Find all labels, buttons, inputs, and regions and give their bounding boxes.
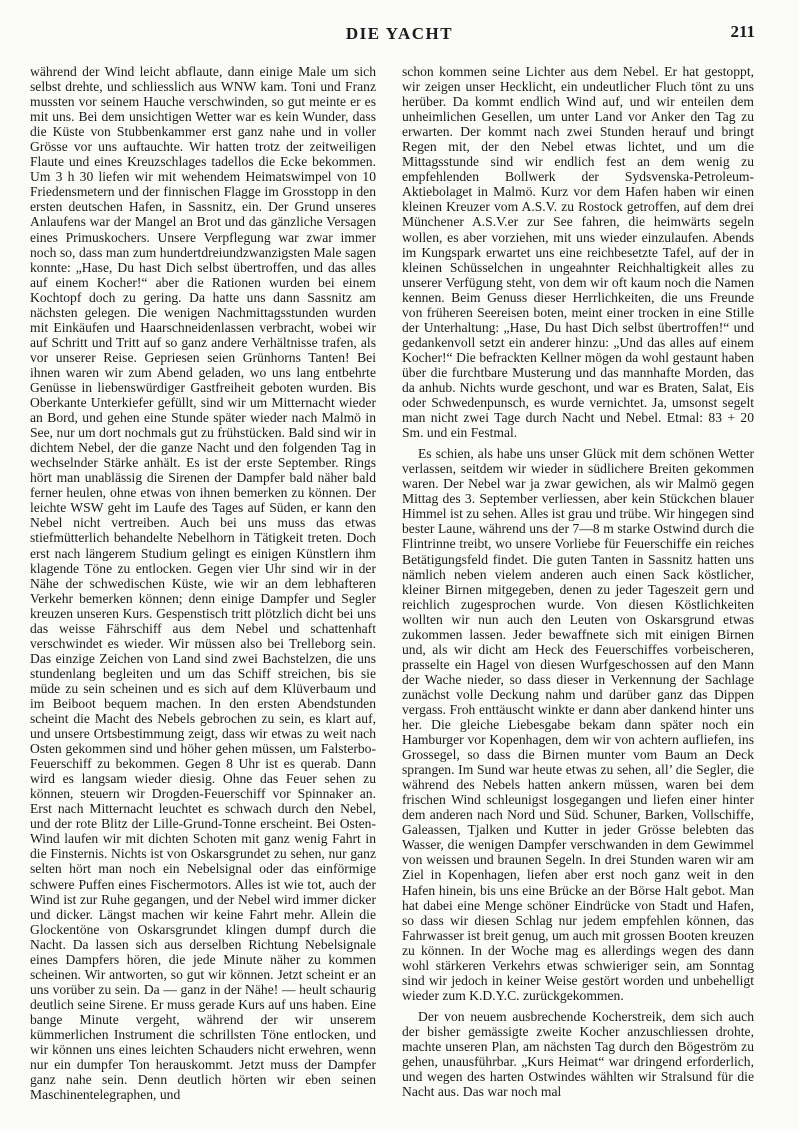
running-title: DIE YACHT [345,24,454,43]
paragraph: schon kommen seine Lichter aus dem Nebel. Er hat gestoppt, wir zeigen unser Hecklicht, ein undeutlicher Fluch tönt zu uns herüber. Da kommt endlich Wind auf, und wir enteilen dem unheimlichen Gesellen, um unter Land vor Anker den Tag zu erwarten. Der kommt nach zwei Stunden herauf und bringt Regen mit, der den Nebel etwas lichtet, und um die Mittagsstunde sind wir endlich fest an dem wenig zu empfehlenden Bollwerk der Sydsvenska-Petroleum-Aktiebolaget in Malmö. Kurz vor dem Hafen haben wir einen kleinen Kreuzer vom A.S.V. zu Rostock getroffen, auf dem drei Münchener A.S.V.er zur See fahren, die heimwärts segeln wollen, es aber vorziehen, mit uns wieder einzulaufen. Abends im Kungspark erwartet uns eine reichbesetzte Tafel, auf der in kleinen Schüsselchen in ungeahnter Reichhaltigkeit alles zu unserer Verfügung steht, von dem wir oft kaum noch die Namen kennen. Beim Genuss dieser Herrlichkeiten, die uns Freunde von früheren Seereisen boten, meint einer trocken in eine Stille der Unterhaltung: „Hase, Du hast Dich selbst übertroffen!“ und gedankenvoll setzt ein anderer hinzu: „Und das alles auf einem Kocher!“ Die befrackten Kellner mögen da wohl gestaunt haben über die furchtbare Musterung und das mannhafte Morden, das da anhub. Nichts wurde geschont, und war es Braten, Salat, Eis oder Schwedenpunsch, es wurde vernichtet. Ja, umsonst segelt man nicht zwei Tage durch Nacht und Nebel. Etmal: 83 + 20 Sm. und ein Festmal. [402,64,754,441]
page-number: 211 [730,22,755,41]
paragraph: Der von neuem ausbrechende Kocherstreik, dem sich auch der bisher gemässigte zweite Kocher anzuschliessen drohte, machte unseren Plan, am nächsten Tag durch den Bögeström zu gehen, unausführbar. „Kurs Heimat“ war dringend erforderlich, und wegen des harten Ostwindes wählten wir Stralsund für die Nacht aus. Das war noch mal [402,1008,754,1100]
text-column-right [402,64,754,1120]
paragraph: Es schien, als habe uns unser Glück mit dem schönen Wetter verlassen, seitdem wir wieder in südlichere Breiten gekommen waren. Der Nebel war ja zwar gewichen, als wir Malmö gegen Mittag des 3. September verliessen, aber kein Stückchen blauer Himmel ist zu sehen. Alles ist grau und trübe. Wir hingegen sind bester Laune, während uns der 7—8 m starke Ostwind durch die Flintrinne treibt, wo unsere Vorliebe für Feuerschiffe ein reiches Betätigungsfeld findet. Die guten Tanten in Sassnitz hatten uns nämlich neben vielem anderen auch einen Sack köstlicher, kleiner Birnen mitgegeben, denen zu jeder Tageszeit gern und reichlich zugesprochen wurde. Von diesen Köstlichkeiten wollten wir nun auch den Leuten von Oskarsgrund etwas zukommen lassen. Jeder bewaffnete sich mit einigen Birnen und, als wir dicht am Heck des Feuerschiffes vorbeischeren, prasselte ein Hagel von diesen Wurfgeschossen auf den Mann der Wache nieder, so dass dieser in Verkennung der Sachlage zunächst volle Deckung nahm und darüber ganz das Dippen vergass. Froh enttäuscht winkte er dann aber dankend hinter uns her. Die gleiche Liebesgabe bekam dann später noch ein Hamburger vor Kopenhagen, dem wir von achtern aufliefen, ins Grossegel, so dass die Birnen munter vom Baum an Deck sprangen. Im Sund war heute etwas zu sehen, all’ die Segler, die während des Nebels hatten ankern müssen, waren bei dem frischen Wind schleunigst losgegangen und liefen einer hinter dem anderen nach Nord und Süd. Schuner, Barken, Vollschiffe, Galeassen, Tjalken und Kutter in jeder Grösse belebten das Wasser, die wenigen Dampfer verschwanden in dem Gewimmel von weissen und braunen Segeln. In drei Stunden waren wir am Ziel in Kopenhagen, liefen aber erst noch ganz weit in den Hafen hinein, bis uns eine Brücke an der Börse Halt gebot. Man hat dabei eine Menge schöner Eindrücke von Stadt und Hafen, so dass wir diesen Schlag nur jedem empfehlen können, das Fahrwasser ist breit genug, um auch mit grossen Booten kreuzen zu können. In der Woche mag es allerdings wegen des dann wohl stärkeren Verkehrs etwas schwieriger sein, am Sonntag sind wir jedoch in keiner Weise gestört worden und unbehelligt wieder zum K.D.Y.C. zurückgekommen. [402,446,754,1003]
text-column-left [30,64,376,1120]
page-header [30,18,769,52]
paragraph: während der Wind leicht abflaute, dann einige Male um sich selbst drehte, und schliesslich aus WNW kam. Toni und Franz mussten vor seinem Hauche verschwinden, so gut meinte er es mit uns. Bei dem unsichtigen Wetter war es kein Wunder, dass die Küste von Stubbenkammer erst ganz nahe und in voller Grösse vor uns auftauchte. Wir hatten trotz der zeitweiligen Flaute und eines Kreuzschlages tadellos die Ecke bekommen. Um 3 h 30 liefen wir mit wehendem Heimatswimpel von 10 Friedensmetern und der finnischen Flagge im Grosstopp in den ersten deutschen Hafen, in Sassnitz, ein. Der Grund unseres Anlaufens war der Mangel an Brot und das gänzliche Versagen eines Primuskochers. Unsere Verpflegung war zwar immer noch so, dass man zum hundertdreiundzwanzigsten Male sagen konnte: „Hase, Du hast Dich selbst übertroffen, und das alles auf einem Kocher!“ aber die Rationen wurden bei einem Kochtopf doch zu gering. Da hatte uns dann Sassnitz am nächsten gelegen. Die wenigen Nachmittagsstunden wurden mit Einkäufen und Haarschneidenlassen verbracht, wobei wir auf Schritt und Tritt auf so ganz andere Verhältnisse trafen, als vor unserer Reise. Gepriesen seien Grünhorns Tanten! Bei ihnen waren wir zum Abend geladen, wo uns lang entbehrte Genüsse in liebenswürdiger Gastfreiheit geboten wurden. Bis Oberkante Unterkiefer gefüllt, sind wir um Mitternacht wieder an Bord, und gehen eine Stunde später wieder nach Malmö in See, nur um dort nochmals gut zu frühstücken. Bald sind wir in dichtem Nebel, der die ganze Nacht und den folgenden Tag in wechselnder Stärke anhält. Es ist der erste September. Rings hört man unablässig die Sirenen der Dampfer bald näher bald ferner heulen, ohne etwas von ihnen bemerken zu können. Der leichte WSW geht im Laufe des Tages auf Süden, er kann den Nebel nicht vertreiben. Auch bei uns muss das etwas stiefmütterlich behandelte Nebelhorn in Tätigkeit treten. Doch erst nach längerem Studium gelingt es einigen Künstlern ihm klagende Töne zu entlocken. Gegen vier Uhr sind wir in der Nähe der schwedischen Küste, wie wir an dem lebhafteren Verkehr bemerken können; denn einige Dampfer und Segler kreuzen unseren Kurs. Gespenstisch tritt plötzlich dicht bei uns das weisse Fährschiff aus dem Nebel und schattenhaft verschwindet es wieder. Wir müssen also bei Trelleborg sein. Das einzige Zeichen von Land sind zwei Bachstelzen, die uns stundenlang begleiten und um das Schiff streichen, bis sie müde zu sein scheinen und es sich auf dem Klüverbaum und im Beiboot bequem machen. In den ersten Abendstunden scheint die Macht des Nebels gebrochen zu sein, es klart auf, und unsere Ortsbestimmung zeigt, dass wir etwas zu weit nach Osten gekommen sind und höher gehen müssen, um Falsterbo-Feuerschiff zu bekommen. Gegen 8 Uhr ist es querab. Dann wird es langsam wieder diesig. Ohne das Feuer sehen zu können, steuern wir Drogden-Feuerschiff vor Spinnaker an. Erst nach Mitternacht leuchtet es schwach durch den Nebel, und der rote Blitz der Lille-Grund-Tonne erscheint. Bei Osten-Wind laufen wir mit dichten Schoten mit ganz wenig Fahrt in die Finsternis. Nichts ist von Oskarsgrundet zu sehen, nur ganz selten hört man noch ein Nebelsignal oder das einförmige schwere Puffen eines Fischermotors. Alles ist wie tot, auch der Wind ist zur Ruhe gegangen, und der Nebel wird immer dicker und dicker. Längst machen wir keine Fahrt mehr. Allein die Glockentöne von Oskarsgrundet klingen dumpf durch die Nacht. Da lassen sich aus derselben Richtung Nebelsignale eines Dampfers hören, die jede Minute näher zu kommen scheinen. Wir antworten, so gut wir können. Jetzt scheint er an uns vorüber zu sein. Da — ganz in der Nähe! — heult schaurig deutlich seine Sirene. Er muss gerade Kurs auf uns haben. Eine bange Minute vergeht, während der wir unserem kümmerlichen Instrument die schrillsten Töne entlocken, und wir können uns eines leichten Schauders nicht erwehren, wenn nur ein dumpfer Ton herauskommt. Jetzt muss der Dampfer ganz nahe sein. Denn deutlich hörten wir eben seinen Maschinentelegraphen, und [30,64,376,1103]
